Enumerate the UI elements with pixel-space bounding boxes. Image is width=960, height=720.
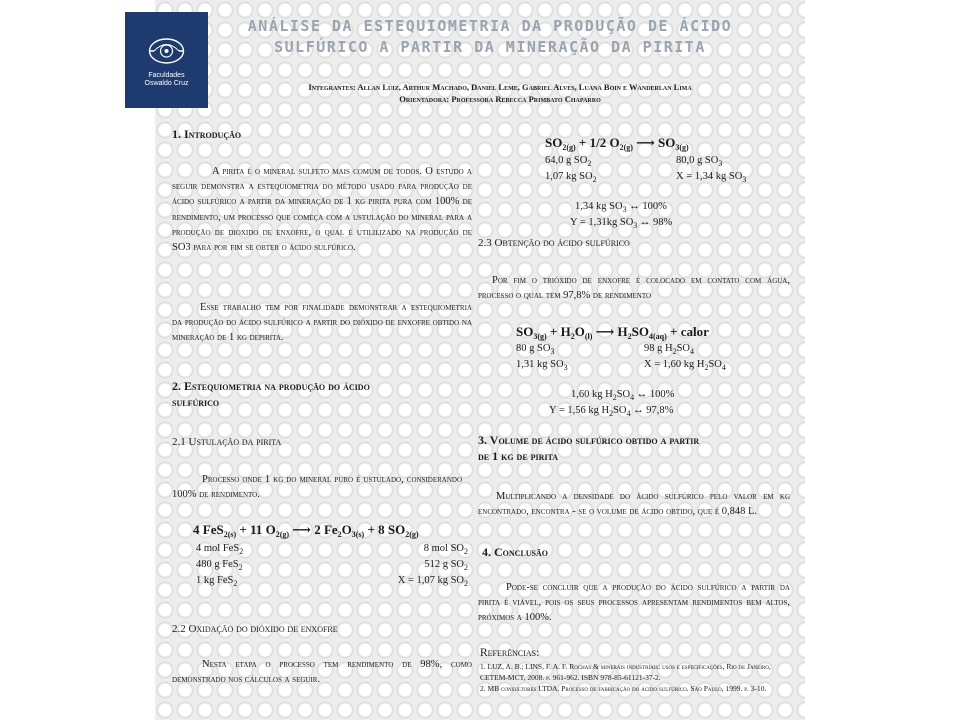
section-2-3-text: Por fim o trióxido de enxofre é colocado em contato com água, processo o qual tem 97,8% de rendimento	[478, 275, 790, 302]
authors-block	[230, 81, 770, 105]
yield-row: Y = 1,56 kg $H_2SO_4$ ↔ 97,8%	[549, 405, 674, 418]
sulfuric-left-values	[516, 342, 568, 374]
calc-row: 480 g FeS$_2$	[196, 559, 243, 572]
yield-row: 1,60 kg $H_2SO_4$ ↔ 100%	[571, 389, 675, 402]
equation-oxidation: $SO_{2(g)} + 1/2$ $O_{2(g)}$ ⟶ $SO_{3(g)}$	[545, 135, 689, 152]
calc-row: 512 g $SO_2$	[424, 559, 468, 572]
crest-icon	[146, 34, 187, 68]
calc-row: 80,0 g $SO_3$	[676, 155, 723, 168]
calc-row: 4 mol FeS$_2$	[196, 543, 244, 556]
sulfuric-yield	[549, 388, 674, 420]
oxidation-right-values	[676, 154, 746, 186]
section-1-paragraph-1: A pirita é o mineral sulfeto mais comum de todos. O estudo a seguir demonstra a estequiometria do método usado para produção de ácido sulfúrico a partir da mineração de 1 kg pirita pura com 100% de rendimento, um processo que começa com a ustulação do mineral para a produção de dioxido de enxofre, o qual é utililizado na produção de SO3 para por fim se obter o ácido sulfúrico.	[172, 166, 472, 254]
reaction-arrow-icon: ⟶	[595, 324, 615, 339]
section-1-paragraph-2: Esse trabalho tem por finalidade demonstrar a estequiometria da produção do ácido sulfúrico a partir do dióxido de enxofre obtido na mineração de 1 kg depirita.	[172, 302, 472, 344]
ustulation-left-values	[196, 542, 243, 590]
poster-title	[210, 16, 770, 58]
oxidation-yield	[570, 200, 672, 232]
advisor-line: Orientadora: Professora Rebecca Primbato Chaparro	[399, 94, 601, 104]
authors-line: Integrantes: Allan Luiz, Arthur Machado, Daniel Leme, Gabriel Alves, Luana Boin e Wanderlan Lima	[308, 82, 692, 92]
section-2-1-heading: 2.1 Ustulação da pirita	[172, 436, 282, 448]
calc-row: X = 1,60 kg $H_2SO_4$	[644, 359, 726, 372]
section-4-heading: 4. Conclusão	[482, 545, 549, 559]
reference-item: 2. MB consultores LTDA. Processo de fabricação do ácido sulfúrico. São Paulo, 1999. p. 3-10.	[480, 684, 767, 693]
references-heading: Referências:	[480, 647, 540, 659]
calc-row: 80 g $SO_3$	[516, 343, 555, 356]
calc-row: X = 1,34 kg $SO_3$	[676, 171, 747, 184]
logo-line-2: Oswaldo Cruz	[144, 80, 189, 87]
section-2-heading	[172, 378, 370, 410]
logo-line-1: Faculdades	[148, 72, 185, 79]
calc-row: 8 mol $SO_2$	[423, 543, 468, 556]
reference-item: 1. LUZ, A. B.; LINS, F. A. F. Rochas & minerais industriais: usos e especificações, Rio de Janeiro, CETEM-MCT, 2008. p. 961-962. ISBN 978-85-61121-37-2.	[480, 662, 771, 682]
section-3-heading-line-1: 3. Volume de ácido sulfúrico obtido a partir	[478, 433, 700, 447]
calc-row: 64,0 g $SO_2$	[545, 155, 592, 168]
calc-row: X = 1,07 kg $SO_2$	[397, 575, 468, 588]
section-1-heading: 1. Introdução	[172, 127, 242, 141]
reaction-arrow-icon: ⟶	[292, 522, 311, 537]
ustulation-right-values	[340, 542, 468, 590]
institution-logo	[125, 12, 208, 108]
section-2-heading-line-1: 2. Estequiometria na produção do ácido	[172, 379, 370, 393]
section-3-heading-line-2: de 1 kg de pirita	[478, 449, 559, 463]
section-2-3-heading: 2.3 Obtenção do ácido sulfúrico	[478, 237, 630, 249]
title-line-1: ANÁLISE DA ESTEQUIOMETRIA DA PRODUÇÃO DE ÁCIDO	[247, 17, 733, 35]
equation-ustulation: 4 FeS$_{2(s)}$ + 11 $O_{2(g)}$ ⟶ 2 $Fe_2O_{3(s)} + 8$ $SO_{2(g)}$	[193, 522, 419, 539]
section-2-heading-line-2: sulfúrico	[172, 395, 220, 409]
section-2-2-text: Nesta etapa o processo tem rendimento de 98%, como demonstrado nos cálculos a seguir.	[172, 659, 472, 686]
section-4-text: Pode-se concluir que a produção do ácido sulfúrico a partir da pirita é viável, pois os seus processos apresentam rendimentos bem altos, próximos a 100%.	[478, 582, 790, 624]
calc-row: 1,31 kg $SO_3$	[516, 359, 568, 372]
yield-row: Y = 1,31kg $SO_3$ ↔ 98%	[570, 217, 673, 230]
section-2-2-heading: 2.2 Oxidação do dióxido de enxofre	[172, 623, 338, 635]
section-3-heading	[478, 432, 699, 464]
calc-row: 1 kg FeS$_2$	[196, 575, 238, 588]
references-list	[480, 661, 792, 694]
reaction-arrow-icon: ⟶	[636, 135, 655, 150]
title-line-2: SULFÚRICO A PARTIR DA MINERAÇÃO DA PIRITA	[274, 38, 706, 56]
sulfuric-right-values	[644, 342, 726, 374]
section-3-text: Multiplicando a densidade do ácido sulfúrico pelo valor em kg encontrado, encontra - se o volume de ácido obtido, que é 0,848 L.	[478, 491, 790, 518]
calc-row: 98 g $H_2SO_4$	[644, 343, 695, 356]
equation-sulfuric-acid: $SO_{3(g)} + H_2O_{(l)}$ ⟶ $H_2SO_{4(aq)}$ + calor	[516, 324, 709, 341]
calc-row: 1,07 kg $SO_2$	[545, 171, 597, 184]
oxidation-left-values	[545, 154, 597, 186]
section-2-1-text: Processo onde 1 kg do mineral puro é ustulado, considerando 100% de rendimento.	[172, 474, 462, 501]
yield-row: 1,34 kg $SO_3$ ↔ 100%	[575, 201, 667, 214]
